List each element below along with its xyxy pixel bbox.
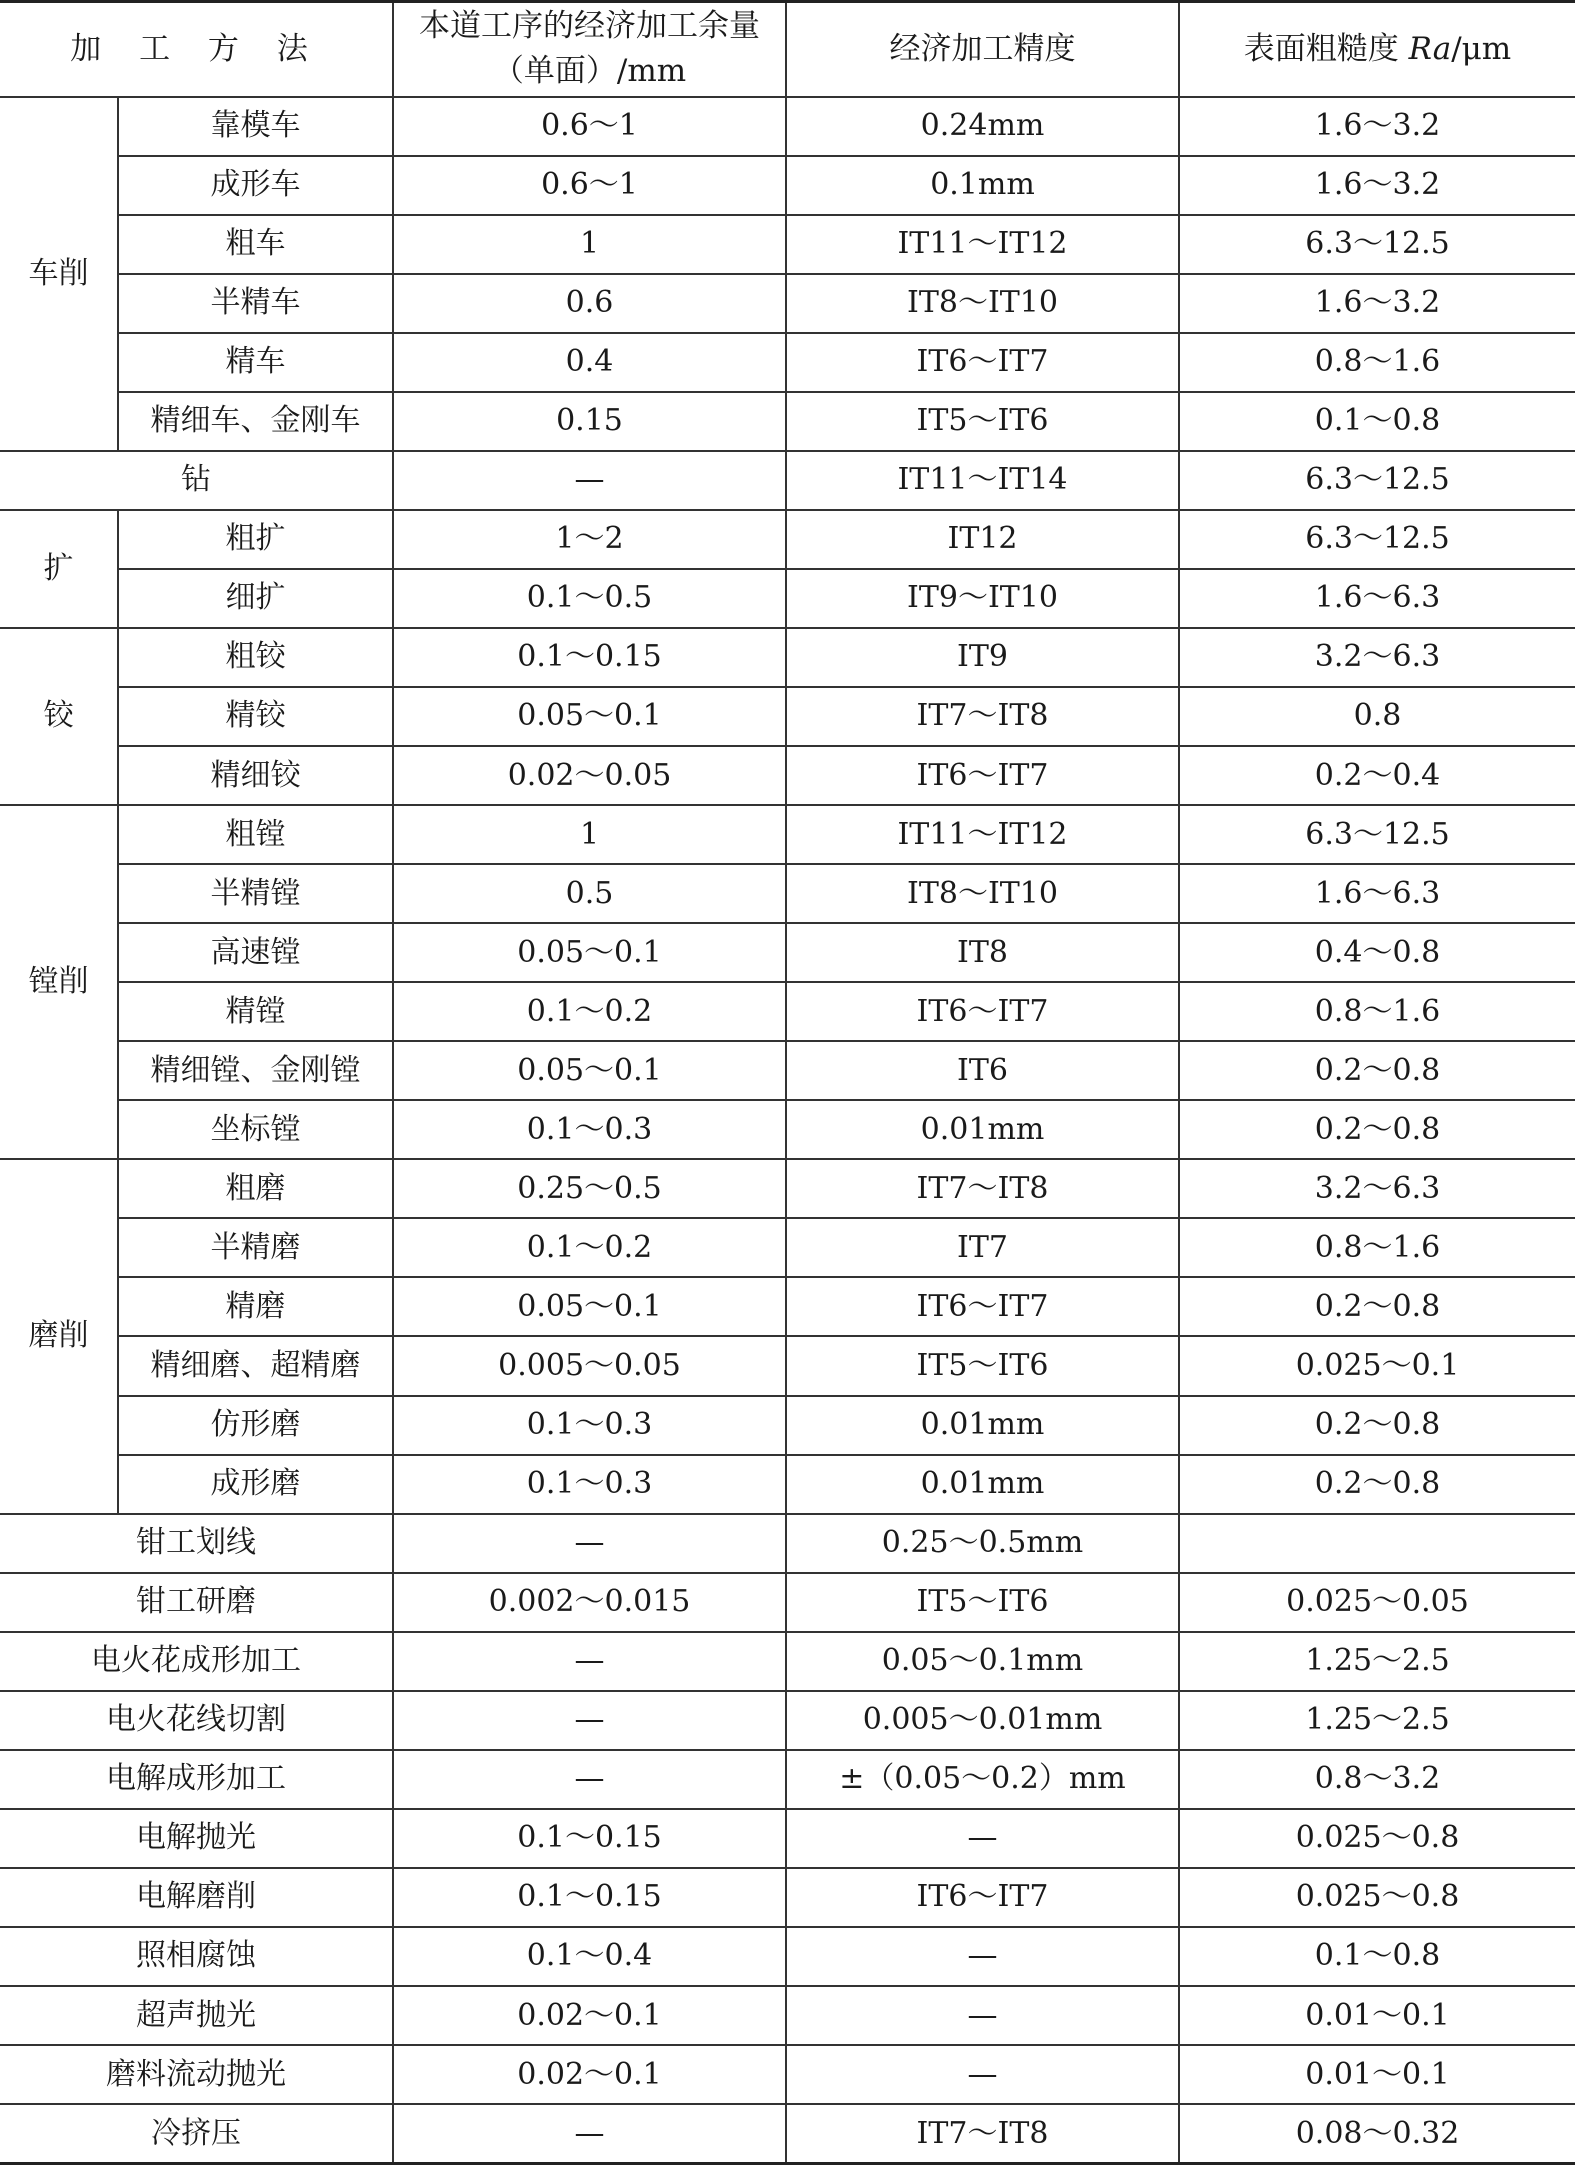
table-row xyxy=(0,805,1575,864)
sub-method-cell: 靠模车 xyxy=(118,97,393,156)
allowance-cell: — xyxy=(393,1514,786,1573)
precision-cell: IT7～IT8 xyxy=(786,1159,1179,1218)
sub-method-cell: 仿形磨 xyxy=(118,1396,393,1455)
table-row xyxy=(0,156,1575,215)
allowance-cell: 0.05～0.1 xyxy=(393,1277,786,1336)
allowance-cell: 0.1～0.3 xyxy=(393,1396,786,1455)
allowance-cell: 0.1～0.15 xyxy=(393,628,786,687)
precision-cell: IT7 xyxy=(786,1218,1179,1277)
precision-cell: 0.05～0.1mm xyxy=(786,1632,1179,1691)
roughness-cell: 1.6～3.2 xyxy=(1179,156,1575,215)
table-row xyxy=(0,1927,1575,1986)
roughness-cell: 0.8～3.2 xyxy=(1179,1750,1575,1809)
allowance-cell: 0.1～0.3 xyxy=(393,1100,786,1159)
sub-method-cell: 粗铰 xyxy=(118,628,393,687)
allowance-cell: 0.005～0.05 xyxy=(393,1336,786,1395)
roughness-cell xyxy=(1179,1514,1575,1573)
table-row xyxy=(0,1632,1575,1691)
table-row xyxy=(0,1396,1575,1455)
table-row xyxy=(0,1336,1575,1395)
table-row xyxy=(0,864,1575,923)
sub-method-cell: 高速镗 xyxy=(118,923,393,982)
method-cell: 照相腐蚀 xyxy=(0,1927,393,1986)
roughness-cell: 1.6～6.3 xyxy=(1179,569,1575,628)
sub-method-cell: 粗磨 xyxy=(118,1159,393,1218)
table-row xyxy=(0,1691,1575,1750)
precision-cell: 0.24mm xyxy=(786,97,1179,156)
sub-method-cell: 半精镗 xyxy=(118,864,393,923)
table-row xyxy=(0,1514,1575,1573)
roughness-cell: 0.2～0.8 xyxy=(1179,1277,1575,1336)
table-row xyxy=(0,982,1575,1041)
table-row xyxy=(0,2104,1575,2163)
precision-cell: IT8～IT10 xyxy=(786,274,1179,333)
roughness-cell: 0.2～0.8 xyxy=(1179,1396,1575,1455)
table-row xyxy=(0,1455,1575,1514)
sub-method-cell: 粗车 xyxy=(118,215,393,274)
allowance-cell: 0.05～0.1 xyxy=(393,1041,786,1100)
table-row xyxy=(0,1750,1575,1809)
roughness-cell: 0.1～0.8 xyxy=(1179,1927,1575,1986)
roughness-cell: 0.2～0.8 xyxy=(1179,1100,1575,1159)
sub-method-cell: 精细磨、超精磨 xyxy=(118,1336,393,1395)
allowance-cell: 1～2 xyxy=(393,510,786,569)
precision-cell: IT5～IT6 xyxy=(786,1573,1179,1632)
table-row xyxy=(0,510,1575,569)
header-method: 加 工 方 法 xyxy=(0,2,393,97)
table-row xyxy=(0,746,1575,805)
roughness-cell: 1.25～2.5 xyxy=(1179,1632,1575,1691)
precision-cell: IT6～IT7 xyxy=(786,1277,1179,1336)
method-cell: 钻 xyxy=(0,451,393,510)
table-row xyxy=(0,97,1575,156)
roughness-cell: 0.08～0.32 xyxy=(1179,2104,1575,2163)
method-cell: 电解抛光 xyxy=(0,1809,393,1868)
allowance-cell: 0.1～0.5 xyxy=(393,569,786,628)
group-name-cell: 车削 xyxy=(0,97,118,451)
sub-method-cell: 细扩 xyxy=(118,569,393,628)
roughness-cell: 0.2～0.4 xyxy=(1179,746,1575,805)
table-row xyxy=(0,2045,1575,2104)
precision-cell: IT8～IT10 xyxy=(786,864,1179,923)
allowance-cell: 0.6～1 xyxy=(393,156,786,215)
roughness-cell: 6.3～12.5 xyxy=(1179,215,1575,274)
method-cell: 电解成形加工 xyxy=(0,1750,393,1809)
sub-method-cell: 精镗 xyxy=(118,982,393,1041)
sub-method-cell: 半精车 xyxy=(118,274,393,333)
table-body xyxy=(0,97,1575,2164)
allowance-cell: 0.15 xyxy=(393,392,786,451)
header-allowance-line2: （单面）/mm xyxy=(492,53,687,90)
precision-cell: IT11～IT12 xyxy=(786,215,1179,274)
sub-method-cell: 精铰 xyxy=(118,687,393,746)
precision-cell: IT7～IT8 xyxy=(786,687,1179,746)
precision-cell: IT9～IT10 xyxy=(786,569,1179,628)
sub-method-cell: 成形车 xyxy=(118,156,393,215)
group-name-cell: 铰 xyxy=(0,628,118,805)
sub-method-cell: 精细铰 xyxy=(118,746,393,805)
table-row xyxy=(0,628,1575,687)
roughness-cell: 0.025～0.1 xyxy=(1179,1336,1575,1395)
table-row xyxy=(0,274,1575,333)
roughness-cell: 0.8 xyxy=(1179,687,1575,746)
allowance-cell: 0.05～0.1 xyxy=(393,923,786,982)
sub-method-cell: 半精磨 xyxy=(118,1218,393,1277)
precision-cell: IT6～IT7 xyxy=(786,746,1179,805)
header-allowance-line1: 本道工序的经济加工余量 xyxy=(419,8,760,45)
precision-cell: ±（0.05～0.2）mm xyxy=(786,1750,1179,1809)
sub-method-cell: 精磨 xyxy=(118,1277,393,1336)
table-row xyxy=(0,1868,1575,1927)
header-roughness-prefix: 表面粗糙度 xyxy=(1243,30,1409,67)
method-cell: 磨料流动抛光 xyxy=(0,2045,393,2104)
table-row xyxy=(0,451,1575,510)
allowance-cell: 0.1～0.15 xyxy=(393,1868,786,1927)
method-cell: 钳工划线 xyxy=(0,1514,393,1573)
allowance-cell: — xyxy=(393,1632,786,1691)
allowance-cell: 0.02～0.1 xyxy=(393,1986,786,2045)
sub-method-cell: 坐标镗 xyxy=(118,1100,393,1159)
roughness-cell: 0.8～1.6 xyxy=(1179,1218,1575,1277)
precision-cell: 0.01mm xyxy=(786,1100,1179,1159)
allowance-cell: 0.05～0.1 xyxy=(393,687,786,746)
precision-cell: — xyxy=(786,1986,1179,2045)
table-row xyxy=(0,215,1575,274)
roughness-cell: 0.01～0.1 xyxy=(1179,2045,1575,2104)
table-row xyxy=(0,1159,1575,1218)
roughness-cell: 0.8～1.6 xyxy=(1179,333,1575,392)
table-row xyxy=(0,1100,1575,1159)
table-row xyxy=(0,1218,1575,1277)
roughness-cell: 0.8～1.6 xyxy=(1179,982,1575,1041)
roughness-cell: 0.2～0.8 xyxy=(1179,1041,1575,1100)
group-name-cell: 磨削 xyxy=(0,1159,118,1513)
roughness-cell: 1.6～3.2 xyxy=(1179,97,1575,156)
table-row xyxy=(0,1986,1575,2045)
header-roughness-ra: Ra xyxy=(1408,30,1452,67)
precision-cell: IT12 xyxy=(786,510,1179,569)
precision-cell: IT6～IT7 xyxy=(786,1868,1179,1927)
allowance-cell: 0.1～0.2 xyxy=(393,1218,786,1277)
precision-cell: IT6～IT7 xyxy=(786,333,1179,392)
roughness-cell: 0.025～0.05 xyxy=(1179,1573,1575,1632)
precision-cell: — xyxy=(786,1809,1179,1868)
roughness-cell: 0.4～0.8 xyxy=(1179,923,1575,982)
allowance-cell: 1 xyxy=(393,215,786,274)
sub-method-cell: 粗镗 xyxy=(118,805,393,864)
allowance-cell: 0.4 xyxy=(393,333,786,392)
precision-cell: IT5～IT6 xyxy=(786,392,1179,451)
table-row xyxy=(0,687,1575,746)
sub-method-cell: 精细车、金刚车 xyxy=(118,392,393,451)
allowance-cell: 0.1～0.3 xyxy=(393,1455,786,1514)
header-precision: 经济加工精度 xyxy=(786,2,1179,97)
allowance-cell: 1 xyxy=(393,805,786,864)
table-row xyxy=(0,923,1575,982)
method-cell: 电火花线切割 xyxy=(0,1691,393,1750)
roughness-cell: 6.3～12.5 xyxy=(1179,451,1575,510)
precision-cell: 0.005～0.01mm xyxy=(786,1691,1179,1750)
header-roughness-suffix: /μm xyxy=(1451,30,1512,67)
allowance-cell: 0.1～0.4 xyxy=(393,1927,786,1986)
sub-method-cell: 精细镗、金刚镗 xyxy=(118,1041,393,1100)
allowance-cell: 0.5 xyxy=(393,864,786,923)
roughness-cell: 1.6～6.3 xyxy=(1179,864,1575,923)
roughness-cell: 1.6～3.2 xyxy=(1179,274,1575,333)
allowance-cell: — xyxy=(393,1691,786,1750)
allowance-cell: 0.25～0.5 xyxy=(393,1159,786,1218)
group-name-cell: 扩 xyxy=(0,510,118,628)
roughness-cell: 0.01～0.1 xyxy=(1179,1986,1575,2045)
precision-cell: IT9 xyxy=(786,628,1179,687)
table-row xyxy=(0,1277,1575,1336)
table-row xyxy=(0,333,1575,392)
group-name-cell: 镗削 xyxy=(0,805,118,1159)
method-cell: 超声抛光 xyxy=(0,1986,393,2045)
roughness-cell: 6.3～12.5 xyxy=(1179,805,1575,864)
allowance-cell: 0.1～0.15 xyxy=(393,1809,786,1868)
precision-cell: 0.25～0.5mm xyxy=(786,1514,1179,1573)
header-allowance xyxy=(393,2,786,97)
header-row xyxy=(0,2,1575,97)
roughness-cell: 1.25～2.5 xyxy=(1179,1691,1575,1750)
precision-cell: IT11～IT12 xyxy=(786,805,1179,864)
roughness-cell: 6.3～12.5 xyxy=(1179,510,1575,569)
allowance-cell: 0.002～0.015 xyxy=(393,1573,786,1632)
method-cell: 冷挤压 xyxy=(0,2104,393,2163)
table-row xyxy=(0,569,1575,628)
roughness-cell: 3.2～6.3 xyxy=(1179,628,1575,687)
precision-cell: 0.01mm xyxy=(786,1455,1179,1514)
precision-cell: — xyxy=(786,2045,1179,2104)
precision-cell: — xyxy=(786,1927,1179,1986)
precision-cell: 0.01mm xyxy=(786,1396,1179,1455)
table-row xyxy=(0,1809,1575,1868)
roughness-cell: 0.1～0.8 xyxy=(1179,392,1575,451)
allowance-cell: 0.6～1 xyxy=(393,97,786,156)
roughness-cell: 3.2～6.3 xyxy=(1179,1159,1575,1218)
allowance-cell: 0.6 xyxy=(393,274,786,333)
precision-cell: 0.1mm xyxy=(786,156,1179,215)
allowance-cell: 0.1～0.2 xyxy=(393,982,786,1041)
header-roughness xyxy=(1179,2,1575,97)
method-cell: 电火花成形加工 xyxy=(0,1632,393,1691)
table-row xyxy=(0,1041,1575,1100)
precision-cell: IT11～IT14 xyxy=(786,451,1179,510)
table-row xyxy=(0,392,1575,451)
precision-cell: IT6～IT7 xyxy=(786,982,1179,1041)
method-cell: 钳工研磨 xyxy=(0,1573,393,1632)
precision-cell: IT8 xyxy=(786,923,1179,982)
precision-cell: IT6 xyxy=(786,1041,1179,1100)
precision-cell: IT5～IT6 xyxy=(786,1336,1179,1395)
precision-cell: IT7～IT8 xyxy=(786,2104,1179,2163)
roughness-cell: 0.2～0.8 xyxy=(1179,1455,1575,1514)
allowance-cell: 0.02～0.1 xyxy=(393,2045,786,2104)
allowance-cell: — xyxy=(393,451,786,510)
method-cell: 电解磨削 xyxy=(0,1868,393,1927)
sub-method-cell: 粗扩 xyxy=(118,510,393,569)
allowance-cell: — xyxy=(393,1750,786,1809)
sub-method-cell: 精车 xyxy=(118,333,393,392)
roughness-cell: 0.025～0.8 xyxy=(1179,1868,1575,1927)
table-row xyxy=(0,1573,1575,1632)
sub-method-cell: 成形磨 xyxy=(118,1455,393,1514)
allowance-cell: 0.02～0.05 xyxy=(393,746,786,805)
roughness-cell: 0.025～0.8 xyxy=(1179,1809,1575,1868)
allowance-cell: — xyxy=(393,2104,786,2163)
